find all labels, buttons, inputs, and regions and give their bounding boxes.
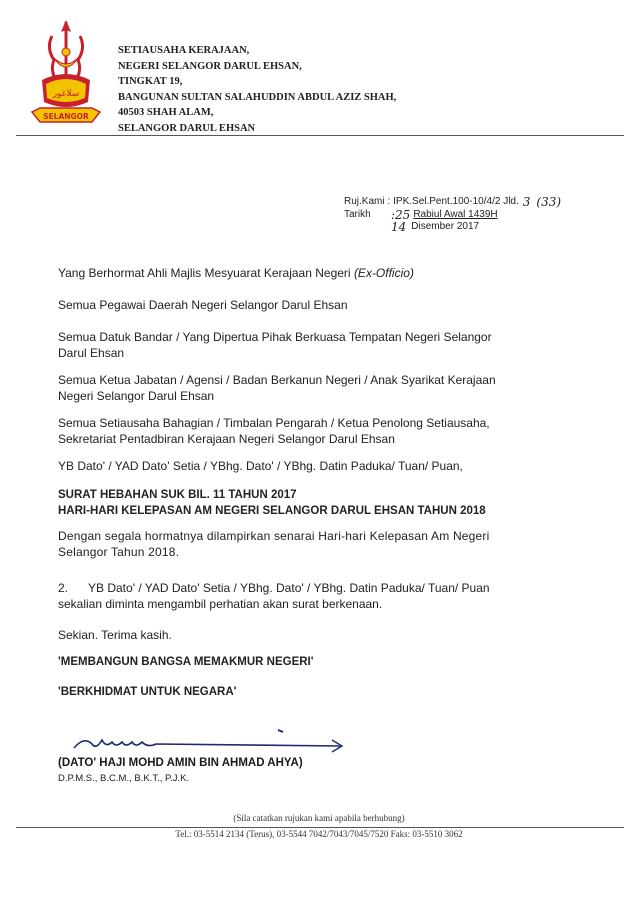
date-row <box>344 209 561 221</box>
header-divider <box>16 135 624 136</box>
paragraph-number: 2. <box>58 581 69 595</box>
motto-1: 'MEMBANGUN BANGSA MEMAKMUR NEGERI' <box>58 656 314 668</box>
letterhead-address <box>118 43 396 136</box>
address-line: SETIAUSAHA KERAJAAN, <box>118 45 250 56</box>
tarikh-hijri: Rabiul Awal 1439H <box>413 209 498 220</box>
tarikh-hijri-handwritten: :25 <box>391 208 411 222</box>
reference-block <box>344 196 561 233</box>
footer-divider <box>16 827 624 828</box>
body-paragraph-2: 2. YB Dato' / YAD Dato' Setia / YBhg. Dato' / YBhg. Datin Paduka/ Tuan/ Puan sekalian diminta mengambil perhatian akan surat berkenaan. <box>58 581 490 611</box>
addressee-paragraph: Semua Setiausaha Bahagian / Timbalan Pengarah / Ketua Penolong Setiausaha, Sekretariat Pentadbiran Kerajaan Negeri Selangor Darul Ehsan <box>58 416 490 446</box>
addressee-paragraph: Semua Pegawai Daerah Negeri Selangor Darul Ehsan <box>58 298 348 312</box>
subject-heading: SURAT HEBAHAN SUK BIL. 11 TAHUN 2017 HARI-HARI KELEPASAN AM NEGERI SELANGOR DARUL EHSAN TAHUN 2018 <box>58 489 486 517</box>
address-line: NEGERI SELANGOR DARUL EHSAN, <box>118 60 302 72</box>
body-paragraph-1: Dengan segala hormatnya dilampirkan senarai Hari-hari Kelepasan Am Negeri Selangor Tahun 2018. <box>58 529 490 559</box>
motto-2: 'BERKHIDMAT UNTUK NEGARA' <box>58 686 237 698</box>
emblem-script: سلاغور <box>52 89 80 99</box>
emblem-banner-text: SELANGOR <box>43 112 89 121</box>
ruj-jld-handwritten: 3 <box>522 195 531 209</box>
salutation: YB Dato' / YAD Dato' Setia / YBhg. Dato' / YBhg. Datin Paduka/ Tuan/ Puan, <box>58 459 463 473</box>
footer-note: (Sila catatkan rujukan kami apabila berhubung) <box>233 813 405 823</box>
address-line: TINGKAT 19, <box>118 76 183 87</box>
signatory-name: (DATO' HAJI MOHD AMIN BIN AHMAD AHYA) <box>58 757 303 769</box>
addressee-paragraph: Yang Berhormat Ahli Majlis Mesyuarat Kerajaan Negeri (Ex-Officio) <box>58 266 414 280</box>
address-line: BANGUNAN SULTAN SALAHUDDIN ABDUL AZIZ SHAH, <box>118 91 397 103</box>
ruj-label: Ruj.Kami : <box>344 196 391 207</box>
signatory-honours: D.P.M.S., B.C.M., B.K.T., P.J.K. <box>58 773 190 784</box>
date-row-masihi <box>344 221 561 233</box>
handwritten-signature <box>70 728 350 758</box>
address-line: SELANGOR DARUL EHSAN <box>118 122 256 134</box>
addressee-paragraph: Semua Ketua Jabatan / Agensi / Badan Berkanun Negeri / Anak Syarikat Kerajaan Negeri Selangor Darul Ehsan <box>58 373 496 403</box>
ruj-seq-handwritten: (33) <box>536 195 562 209</box>
footer-contact: Tel.: 03-5514 2134 (Terus), 03-5544 7042/7043/7045/7520 Faks: 03-5510 3062 <box>175 829 463 839</box>
addressee-paragraph: Semua Datuk Bandar / Yang Dipertua Pihak Berkuasa Tempatan Negeri Selangor Darul Ehsan <box>58 330 492 360</box>
selangor-crest-logo <box>30 18 102 130</box>
tarikh-masihi-handwritten: 14 <box>391 220 407 234</box>
tarikh-masihi: Disember 2017 <box>411 221 480 232</box>
ruj-value: IPK.Sel.Pent.100-10/4/2 Jld. <box>393 196 519 207</box>
reference-row <box>344 196 561 208</box>
closing-line: Sekian. Terima kasih. <box>58 628 172 642</box>
tarikh-label: Tarikh <box>344 209 371 220</box>
address-line: 40503 SHAH ALAM, <box>118 107 214 118</box>
